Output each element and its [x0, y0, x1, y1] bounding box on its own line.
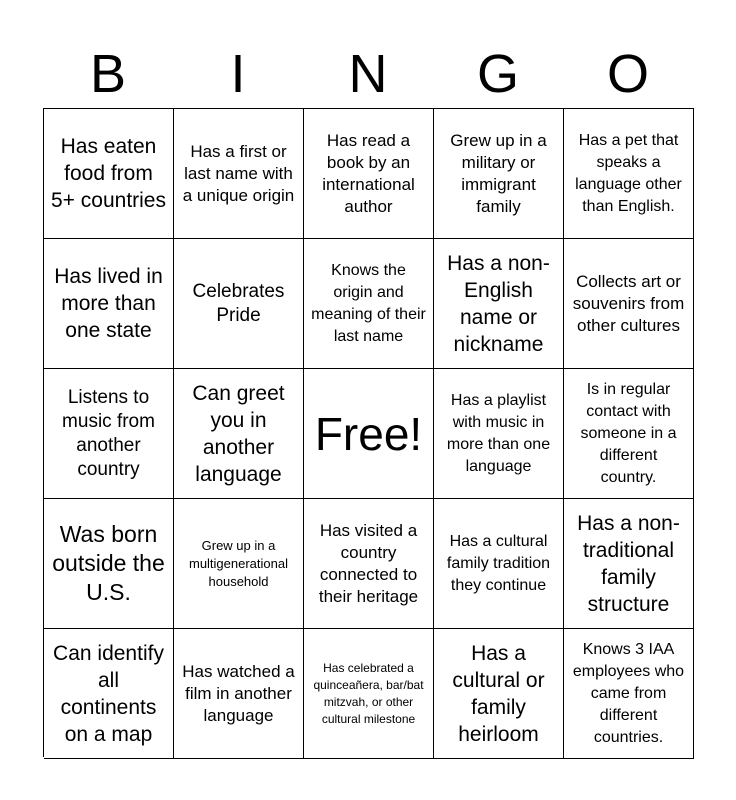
bingo-cell[interactable] [304, 109, 434, 239]
cell-text: Has visited a country connected to their heritage [318, 520, 419, 606]
bingo-cell[interactable] [174, 369, 304, 499]
bingo-cell[interactable] [304, 499, 434, 629]
bingo-cell[interactable] [564, 499, 694, 629]
bingo-cell[interactable] [174, 109, 304, 239]
bingo-header [43, 40, 693, 108]
cell-text: Knows the origin and meaning of their last name [311, 261, 426, 345]
cell-text: Has a non-traditional family structure [577, 511, 680, 616]
bingo-cell[interactable] [174, 629, 304, 759]
bingo-cell[interactable] [434, 629, 564, 759]
bingo-cell[interactable] [44, 629, 174, 759]
bingo-cell[interactable] [174, 499, 304, 629]
cell-text: Grew up in a military or immigrant family [450, 130, 547, 216]
cell-text: Has eaten food from 5+ countries [51, 135, 166, 212]
bingo-cell[interactable] [434, 109, 564, 239]
cell-text: Can identify all continents on a map [53, 641, 164, 746]
header-letter-i: I [230, 44, 246, 104]
cell-text: Can greet you in another language [192, 381, 285, 486]
bingo-cell[interactable] [44, 109, 174, 239]
cell-text: Has read a book by an international author [322, 130, 415, 216]
bingo-cell[interactable] [564, 109, 694, 239]
bingo-cell[interactable] [564, 369, 694, 499]
cell-text: Has lived in more than one state [54, 265, 163, 342]
bingo-cell[interactable] [44, 239, 174, 369]
cell-text: Has a cultural or family heirloom [452, 641, 545, 746]
bingo-cell[interactable] [434, 499, 564, 629]
header-letter-o: O [606, 44, 649, 104]
header-letter-n: N [348, 44, 388, 104]
cell-text: Grew up in a multigenerational household [188, 537, 288, 589]
bingo-cell[interactable] [564, 629, 694, 759]
bingo-cell[interactable] [44, 499, 174, 629]
cell-text: Was born outside the U.S. [52, 521, 165, 605]
bingo-cell[interactable] [174, 239, 304, 369]
cell-text: Has celebrated a quinceañera, bar/bat mitzvah, or other cultural milestone [313, 660, 424, 726]
header-letter-b: B [89, 44, 127, 104]
cell-text: Has a non-English name or nickname [447, 251, 550, 356]
cell-text: Is in regular contact with someone in a different country. [580, 380, 677, 486]
cell-text: Has a first or last name with a unique origin [182, 141, 295, 205]
bingo-cell[interactable] [434, 239, 564, 369]
cell-text: Has watched a film in another language [182, 661, 295, 725]
header-letter-g: G [476, 44, 519, 104]
cell-text: Celebrates Pride [192, 280, 285, 326]
bingo-cell[interactable] [564, 239, 694, 369]
bingo-cell[interactable] [434, 369, 564, 499]
free-space[interactable] [304, 369, 434, 499]
free-space-text: Free! [314, 407, 423, 460]
cell-text: Collects art or souvenirs from other cultures [572, 271, 685, 335]
cell-text: Knows 3 IAA employees who came from different countries. [572, 640, 685, 746]
cell-text: Has a pet that speaks a language other than English. [575, 131, 682, 215]
bingo-cell[interactable] [304, 239, 434, 369]
cell-text: Has a playlist with music in more than one language [446, 391, 551, 475]
bingo-board [43, 108, 694, 757]
cell-text: Listens to music from another country [62, 386, 155, 480]
bingo-cell[interactable] [44, 369, 174, 499]
cell-text: Has a cultural family tradition they continue [446, 532, 551, 594]
bingo-cell[interactable] [304, 629, 434, 759]
